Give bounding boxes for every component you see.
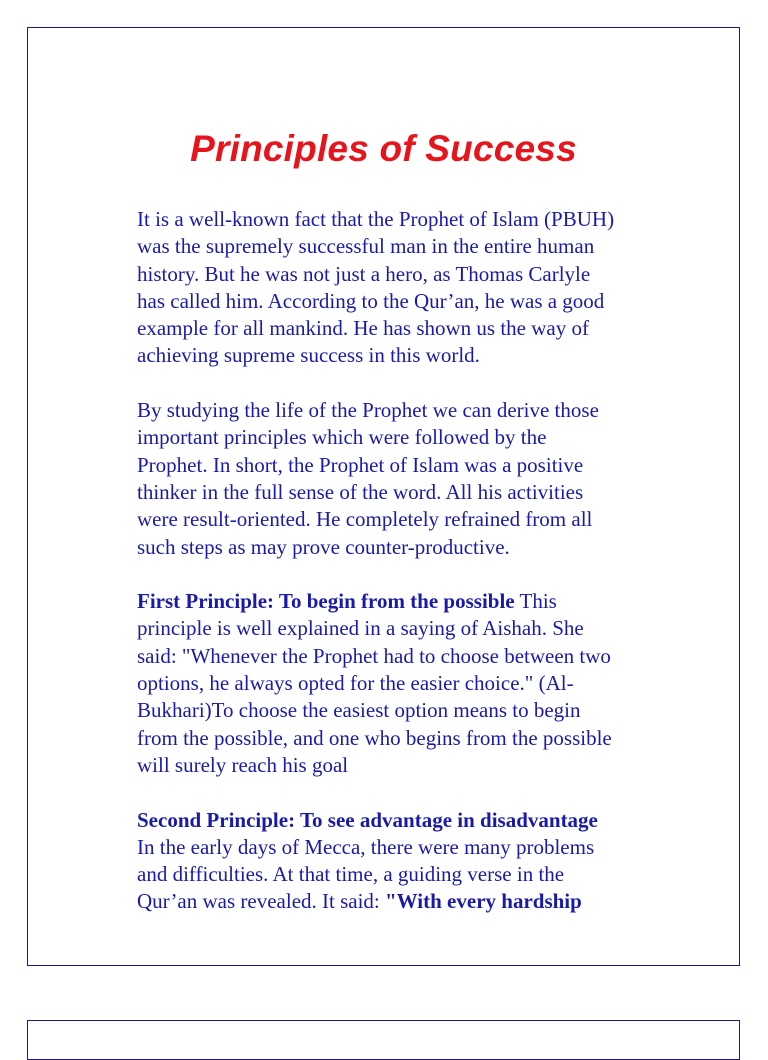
text-line: such steps as may prove counter-productive. xyxy=(137,534,510,559)
text-line: By studying the life of the Prophet we can derive those xyxy=(137,398,599,423)
paragraph-first-principle xyxy=(137,588,697,779)
document-page xyxy=(27,27,740,966)
next-page-edge xyxy=(27,1020,740,1060)
page-title: Principles of Success xyxy=(190,128,577,169)
text-line: It is a well-known fact that the Prophet of Islam (PBUH) xyxy=(137,207,615,231)
text-line: important principles which were followed by the xyxy=(137,425,547,450)
text-line: Bukhari)To choose the easiest option means to begin xyxy=(137,698,581,723)
quoted-verse: "With every hardship xyxy=(385,889,582,914)
text-line: said: "Whenever the Prophet had to choose between two xyxy=(137,643,611,668)
text-line: Qur’an was revealed. It said: xyxy=(137,889,386,914)
text-line: has called him. According to the Qur’an, he was a good xyxy=(137,288,605,313)
document-body xyxy=(137,206,697,943)
text-line: Prophet. In short, the Prophet of Islam was a positive xyxy=(137,452,584,477)
text-line: This xyxy=(514,589,557,614)
text-line: principle is well explained in a saying of Aishah. She xyxy=(137,616,584,641)
paragraph-second-principle xyxy=(137,807,697,916)
paragraph-intro xyxy=(137,206,697,370)
second-principle-heading: Second Principle: To see advantage in disadvantage xyxy=(137,807,598,832)
text-line: history. But he was not just a hero, as Thomas Carlyle xyxy=(137,261,591,286)
first-principle-heading: First Principle: To begin from the possible xyxy=(137,589,515,614)
text-line: were result-oriented. He completely refrained from all xyxy=(137,507,593,532)
text-line: was the supremely successful man in the entire human xyxy=(137,234,595,259)
text-line: from the possible, and one who begins from the possible xyxy=(137,725,612,750)
text-line: achieving supreme success in this world. xyxy=(137,343,480,368)
text-line: options, he always opted for the easier choice." (Al- xyxy=(137,671,574,696)
text-line: In the early days of Mecca, there were many problems xyxy=(137,834,595,859)
text-line: will surely reach his goal xyxy=(137,752,349,777)
text-line: and difficulties. At that time, a guiding verse in the xyxy=(137,862,565,887)
text-line: thinker in the full sense of the word. All his activities xyxy=(137,479,584,504)
text-line: example for all mankind. He has shown us the way of xyxy=(137,316,589,341)
paragraph-studying xyxy=(137,397,697,561)
